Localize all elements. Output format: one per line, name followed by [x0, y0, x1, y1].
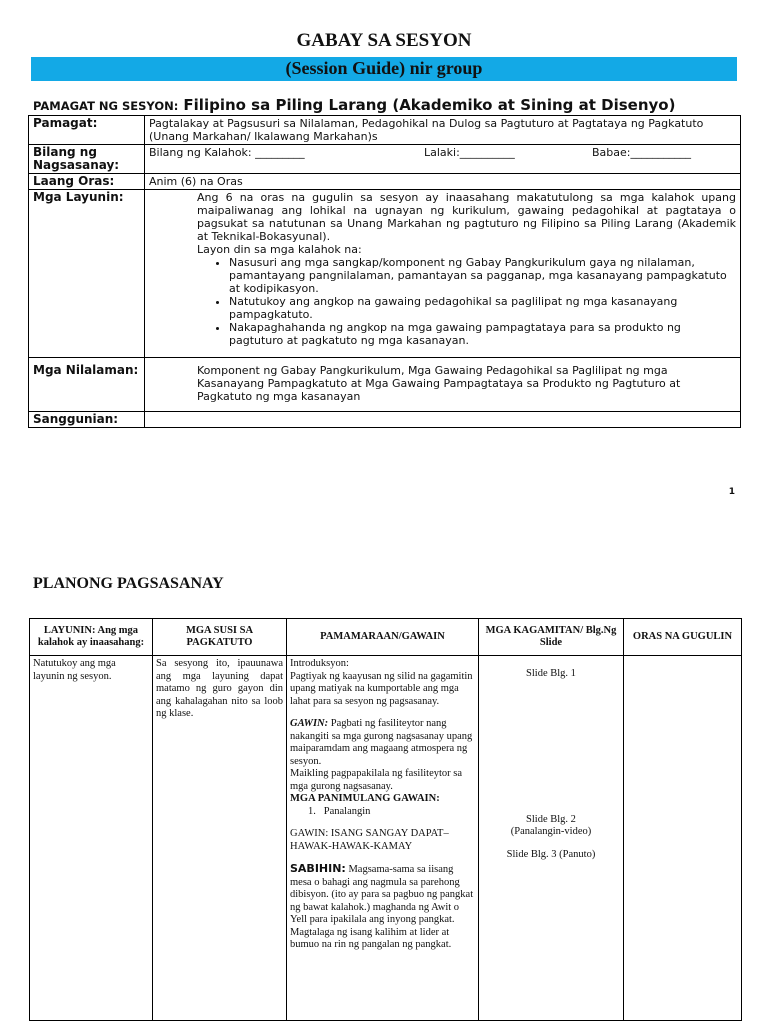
document-subtitle: (Session Guide) nir group: [285, 58, 483, 78]
header-susi: MGA SUSI SA PAGKATUTO: [153, 619, 287, 656]
layunin-sub: Layon din sa mga kalahok na:: [197, 243, 362, 256]
row-nilalaman: [29, 358, 741, 412]
cell-oras: [624, 656, 742, 1021]
plan-row: [30, 656, 742, 1021]
document-title: GABAY SA SESYON: [296, 30, 472, 51]
pamagat-label: Pamagat:: [29, 116, 145, 145]
intro-label: Introduksyon:: [290, 658, 349, 669]
row-pamagat: [29, 116, 741, 145]
training-plan-table: [29, 618, 742, 1021]
session-title-value: Filipino sa Piling Larang (Akademiko at Sining at Disenyo): [183, 96, 676, 114]
lalaki-field: Lalaki:__________: [424, 146, 515, 159]
layunin-item: • Nakapaghahanda ng angkop na mga gawaing pampagtataya para sa produkto ng pagtuturo at pagkatuto ng mga kasanayan.: [229, 321, 736, 347]
layunin-value: [145, 190, 741, 358]
slide-2: Slide Blg. 2: [526, 813, 576, 825]
intro-text: Pagtiyak ng kaayusan ng silid na gagamitin upang matiyak na kumportable ang mga lahat para sa sesyon ng pagsasanay.: [290, 670, 473, 707]
gawin-pagbati: [290, 718, 475, 768]
session-info-table: [28, 115, 741, 428]
session-title-line: [33, 95, 675, 114]
cell-pamamaraan: [287, 656, 479, 1021]
oras-value: Anim (6) na Oras: [145, 174, 741, 190]
row-layunin: [29, 190, 741, 358]
sabihin-label: SABIHIN:: [290, 862, 346, 875]
plan-title: PLANONG PAGSASANAY: [33, 575, 224, 592]
layunin-label: Mga Layunin:: [29, 190, 145, 358]
page-number: 1: [728, 487, 735, 497]
cell-kagamitan: [479, 656, 624, 1021]
layunin-list: [197, 256, 736, 347]
gawin-text: Pagbati ng fasiliteytor nang nakangiti sa mga gurong nagsasanay upang maiparamdam ang magaang atmospera ng sesyon.: [290, 718, 473, 767]
sabihin-text: Magsama-sama sa iisang mesa o bahagi ang nagmula sa parehong dibisyon. (ito ay para sa pagbuo ng pangkat ng bawat kalahok.) maghanda ng Awit o Yell para ipakilala ang inyong pangkat. Magtalaga ng isang kalihim at lider at bumuo na rin ng pangalan ng pangkat.: [290, 864, 474, 950]
panimulang-label: MGA PANIMULANG GAWAIN:: [290, 793, 440, 804]
slide-2-note: (Panalangin-video): [510, 826, 592, 837]
row-sanggunian: [29, 412, 741, 428]
babae-field: Babae:___________: [592, 146, 691, 159]
nilalaman-value: Komponent ng Gabay Pangkurikulum, Mga Gawaing Pedagohikal sa Paglilipat ng mga Kasanayang Pampagkatuto at Mga Gawaing Pampagtataya sa Produkto ng Pagtuturo at Pagkatuto ng mga kasanayan: [145, 358, 741, 412]
sanggunian-label: Sanggunian:: [29, 412, 145, 428]
gawin-label: GAWIN:: [290, 718, 329, 729]
bilang-label: Bilang ng Nagsasanay:: [29, 145, 145, 174]
pamagat-value: Pagtalakay at Pagsusuri sa Nilalaman, Pedagohikal na Dulog sa Pagtuturo at Pagtataya ng Pagkatuto (Unang Markahan/ Ikalawang Markahan)s: [145, 116, 741, 145]
cell-layunin: Natutukoy ang mga layunin ng sesyon.: [30, 656, 153, 1021]
bilang-kalahok: Bilang ng Kalahok: _________: [149, 146, 305, 159]
session-title-label: PAMAGAT NG SESYON:: [33, 99, 179, 113]
sanggunian-value: [145, 412, 741, 428]
header-kagamitan: MGA KAGAMITAN/ Blg.Ng Slide: [479, 619, 624, 656]
pagpapakilala-text: Maikling pagpapakilala ng fasiliteytor sa mga gurong nagsasanay.: [290, 768, 463, 792]
bilang-value: [145, 145, 741, 174]
layunin-intro: Ang 6 na oras na gugulin sa sesyon ay inaasahang makatutulong sa mga kalahok upang maipaliwanag ang lohikal na ugnayan ng kurikulum, gawaing pedagohikal at pagtataya o pagsukat sa natutunan sa Unang Markahan ng pagtuturo ng Filipino sa Piling Larang (Akademik at Teknikal-Bokasyunal).: [197, 191, 736, 243]
subtitle-banner: [31, 57, 737, 81]
header-layunin: LAYUNIN: Ang mga kalahok ay inaasahang:: [30, 619, 153, 656]
layunin-item: • Nasusuri ang mga sangkap/komponent ng Gabay Pangkurikulum gaya ng nilalaman, pamantayang pangnilalaman, pamantayan sa pagganap, mga kasanayang pampagkatuto at kodipikasyon.: [229, 256, 736, 295]
slide-1: Slide Blg. 1: [526, 668, 576, 679]
row-bilang: [29, 145, 741, 174]
layunin-item: • Natutukoy ang angkop na gawaing pedagohikal sa paglilipat ng mga kasanayang pampagkatuto.: [229, 295, 736, 321]
cell-susi: Sa sesyong ito, ipauunawa ang mga layuning dapat matamo ng guro gayon din ang kahalagahan nito sa loob ng klase.: [153, 656, 287, 1021]
row-oras: [29, 174, 741, 190]
slide-3: Slide Blg. 3 (Panuto): [506, 848, 596, 860]
oras-label: Laang Oras:: [29, 174, 145, 190]
nilalaman-label: Mga Nilalaman:: [29, 358, 145, 412]
gawin-hawak-kamay: GAWIN: ISANG SANGAY DAPAT–HAWAK-HAWAK-KAMAY: [290, 828, 449, 852]
plan-header-row: [30, 619, 742, 656]
sabihin-block: [290, 863, 475, 952]
panimulang-item: 1. Panalangin: [308, 805, 371, 817]
header-pamamaraan: PAMAMARAAN/GAWAIN: [287, 619, 479, 656]
header-oras: ORAS NA GUGULIN: [624, 619, 742, 656]
